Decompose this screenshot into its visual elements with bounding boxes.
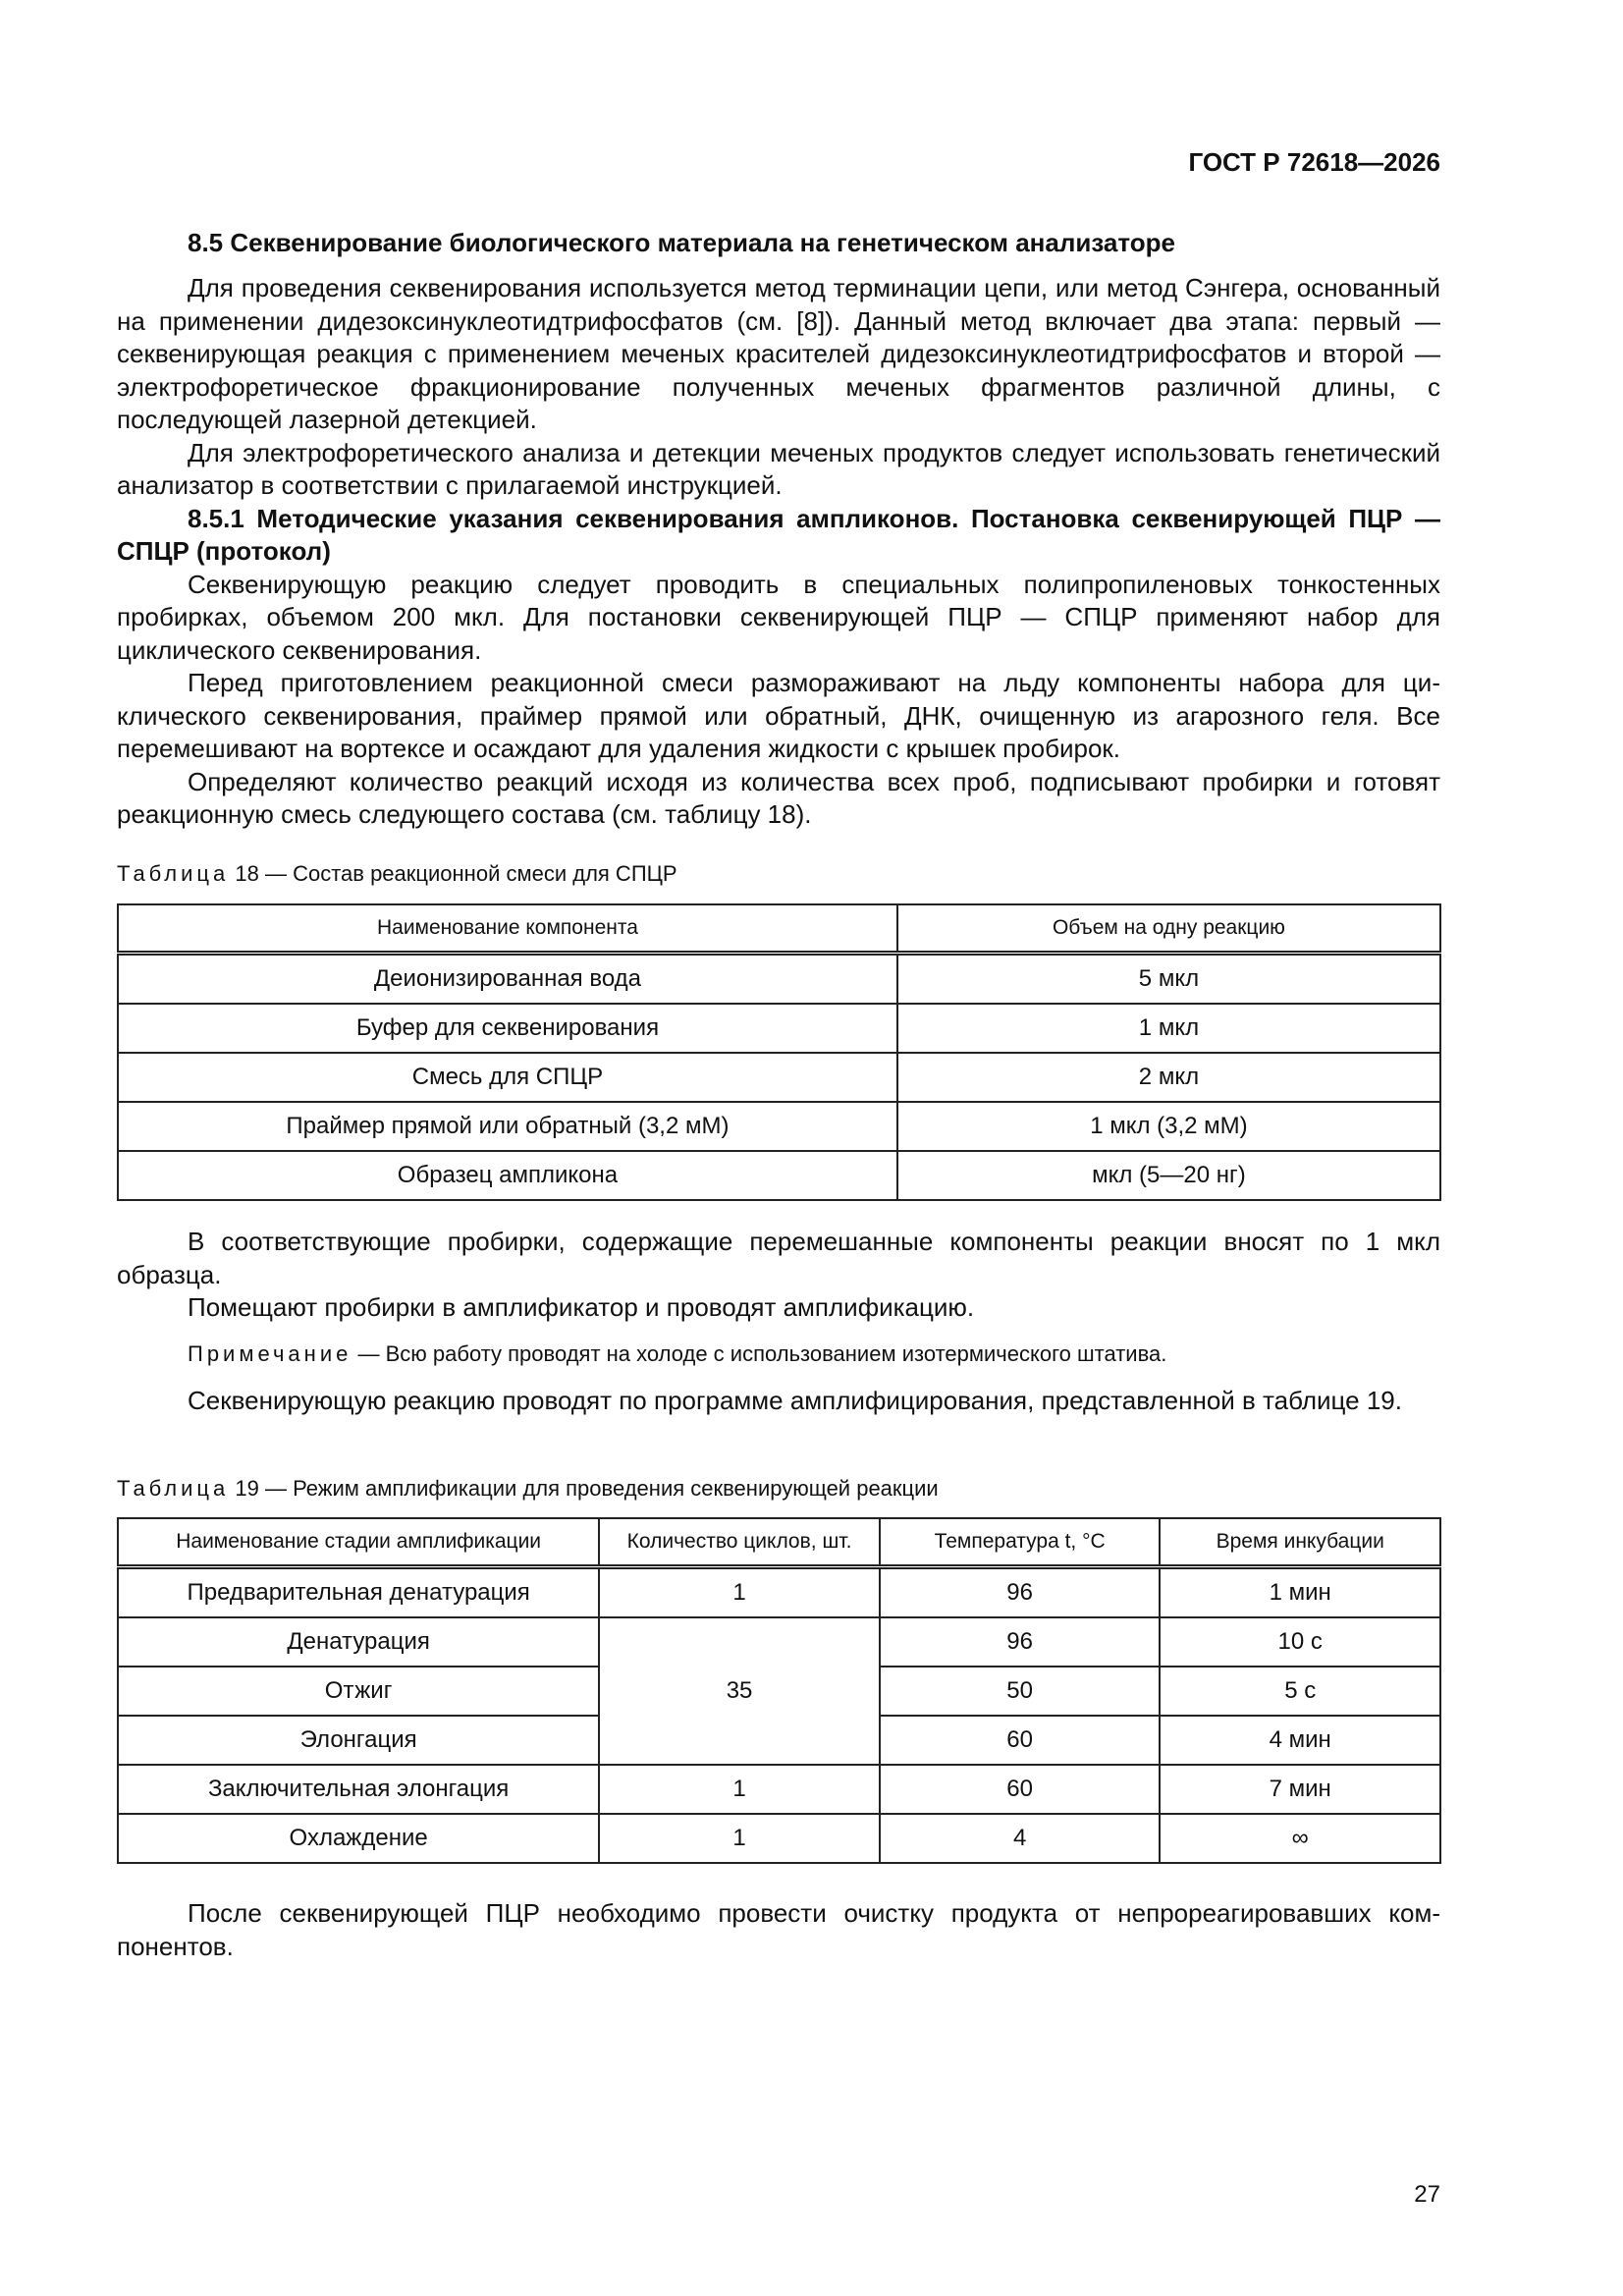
table-cell: мкл (5—20 нг)	[897, 1151, 1440, 1200]
table-row	[118, 1151, 1440, 1200]
table-header-row	[118, 904, 1440, 954]
table-cell: 1	[599, 1765, 880, 1814]
table-cell: 2 мкл	[897, 1053, 1440, 1102]
table-cell: Денатурация	[118, 1617, 599, 1667]
column-header: Температура t, °С	[880, 1518, 1161, 1567]
table-cell: 96	[880, 1617, 1161, 1667]
table-row	[118, 1102, 1440, 1151]
note	[188, 1341, 1166, 1367]
table-cell: 4	[880, 1814, 1161, 1863]
table-cell: 1	[599, 1814, 880, 1863]
text-block-final	[117, 1897, 1440, 1963]
column-header: Наименование стадии амплификации	[118, 1518, 599, 1567]
caption-label: Таблица	[117, 861, 230, 886]
text-block-before-table-19	[117, 1385, 1440, 1418]
standard-code: ГОСТ Р 72618—2026	[1188, 147, 1440, 177]
paragraph: Секвенирующую реакцию следует проводить в специальных полипропиленовых тонкостенных пробирках, объемом 200 мкл. Для постановки секвенирующей ПЦР — СПЦР применяют набор для циклического секвенирования.	[117, 569, 1440, 665]
paragraph: Секвенирующую реакцию проводят по программе амплифицирования, представленной в таблице 19.	[188, 1386, 1402, 1415]
table-cell: Праймер прямой или обратный (3,2 мМ)	[118, 1102, 897, 1151]
table-cell: 1	[599, 1567, 880, 1618]
table-cell: Буфер для секвенирования	[118, 1004, 897, 1053]
table-cell: Образец ампликона	[118, 1151, 897, 1200]
table-row	[118, 1765, 1440, 1814]
caption-label: Таблица	[117, 1476, 230, 1501]
paragraph: После секвенирующей ПЦР необходимо провести очистку продукта от непрореагировавших компонентов.	[117, 1898, 1440, 1961]
table-18-caption	[117, 861, 677, 887]
table-header-row	[118, 1518, 1440, 1567]
paragraph: Перед приготовлением реакционной смеси размораживают на льду компоненты набора для циклического секвенирования, праймер прямой или обратный, ДНК, очищенную из агарозного геля. Все перемешивают на вортексе и осаждают для удаления жидкости с крышек пробирок.	[117, 668, 1440, 763]
column-header: Наименование компонента	[118, 904, 897, 954]
table-row	[118, 1567, 1440, 1618]
table-row	[118, 1004, 1440, 1053]
table-cell: Деионизированная вода	[118, 954, 897, 1005]
table-cell: 7 мин	[1160, 1765, 1440, 1814]
table-cell: 5 мкл	[897, 954, 1440, 1005]
paragraph: Помещают пробирки в амплификатор и проводят амплификацию.	[188, 1292, 975, 1322]
table-row	[118, 1053, 1440, 1102]
page-number: 27	[1414, 2181, 1440, 2208]
note-label: Примечание	[188, 1341, 352, 1366]
table-cell: Смесь для СПЦР	[118, 1053, 897, 1102]
table-cell: Отжиг	[118, 1667, 599, 1716]
table-cell: ∞	[1160, 1814, 1440, 1863]
section-title: 8.5 Секвенирование биологического материала на генетическом анализаторе	[188, 228, 1176, 257]
column-header: Объем на одну реакцию	[897, 904, 1440, 954]
table-19-caption	[117, 1476, 939, 1502]
column-header: Количество циклов, шт.	[599, 1518, 880, 1567]
text-block-intro	[117, 272, 1440, 832]
paragraph: В соответствующие пробирки, содержащие перемешанные компоненты реакции вносят по 1 мкл образца.	[117, 1227, 1440, 1289]
table-cell: Заключительная элонгация	[118, 1765, 599, 1814]
paragraph: Для проведения секвенирования используется метод терминации цепи, или метод Сэнгера, основанный на применении дидезоксинуклеотидтрифосфатов (см. [8]). Данный метод включает два этапа: первый — секвенирующая реакция с применением меченых красителей дидезоксинуклеотидтрифосфатов и второй — электрофоретическое фракционирование полученных меченых фрагментов различной длины, с последующей лазерной детекцией.	[117, 273, 1440, 434]
table-cell: 1 мкл (3,2 мМ)	[897, 1102, 1440, 1151]
table-cell: 4 мин	[1160, 1716, 1440, 1765]
table-19	[117, 1517, 1441, 1864]
table-cell: 10 с	[1160, 1617, 1440, 1667]
column-header: Время инкубации	[1160, 1518, 1440, 1567]
table-cell: Элонгация	[118, 1716, 599, 1765]
table-row	[118, 1814, 1440, 1863]
paragraph: Определяют количество реакций исходя из количества всех проб, подписывают пробирки и готовят реакционную смесь следующего состава (см. таблицу 18).	[117, 766, 1440, 829]
text-block-after-table-18	[117, 1226, 1440, 1325]
table-cell: 1 мин	[1160, 1567, 1440, 1618]
table-cell-merged: 35	[599, 1617, 880, 1765]
paragraph: Для электрофоретического анализа и детекции меченых продуктов следует использовать генетический анализатор в соответствии с прилагаемой инструкцией.	[117, 437, 1440, 500]
table-cell: 50	[880, 1667, 1161, 1716]
subsection-title: 8.5.1 Методические указания секвенирования ампликонов. Постановка секвенирующей ПЦР — СПЦР (протокол)	[117, 503, 1440, 566]
table-cell: 5 с	[1160, 1667, 1440, 1716]
table-cell: 60	[880, 1765, 1161, 1814]
table-row	[118, 954, 1440, 1005]
table-cell: Охлаждение	[118, 1814, 599, 1863]
table-cell: Предварительная денатурация	[118, 1567, 599, 1618]
caption-text: 18 — Состав реакционной смеси для СПЦР	[235, 861, 677, 886]
caption-text: 19 — Режим амплификации для проведения секвенирующей реакции	[235, 1476, 939, 1501]
table-cell: 60	[880, 1716, 1161, 1765]
table-cell: 96	[880, 1567, 1161, 1618]
note-text: — Всю работу проводят на холоде с использованием изотермического штатива.	[357, 1341, 1167, 1366]
table-18	[117, 903, 1441, 1201]
table-row	[118, 1617, 1440, 1667]
table-cell: 1 мкл	[897, 1004, 1440, 1053]
